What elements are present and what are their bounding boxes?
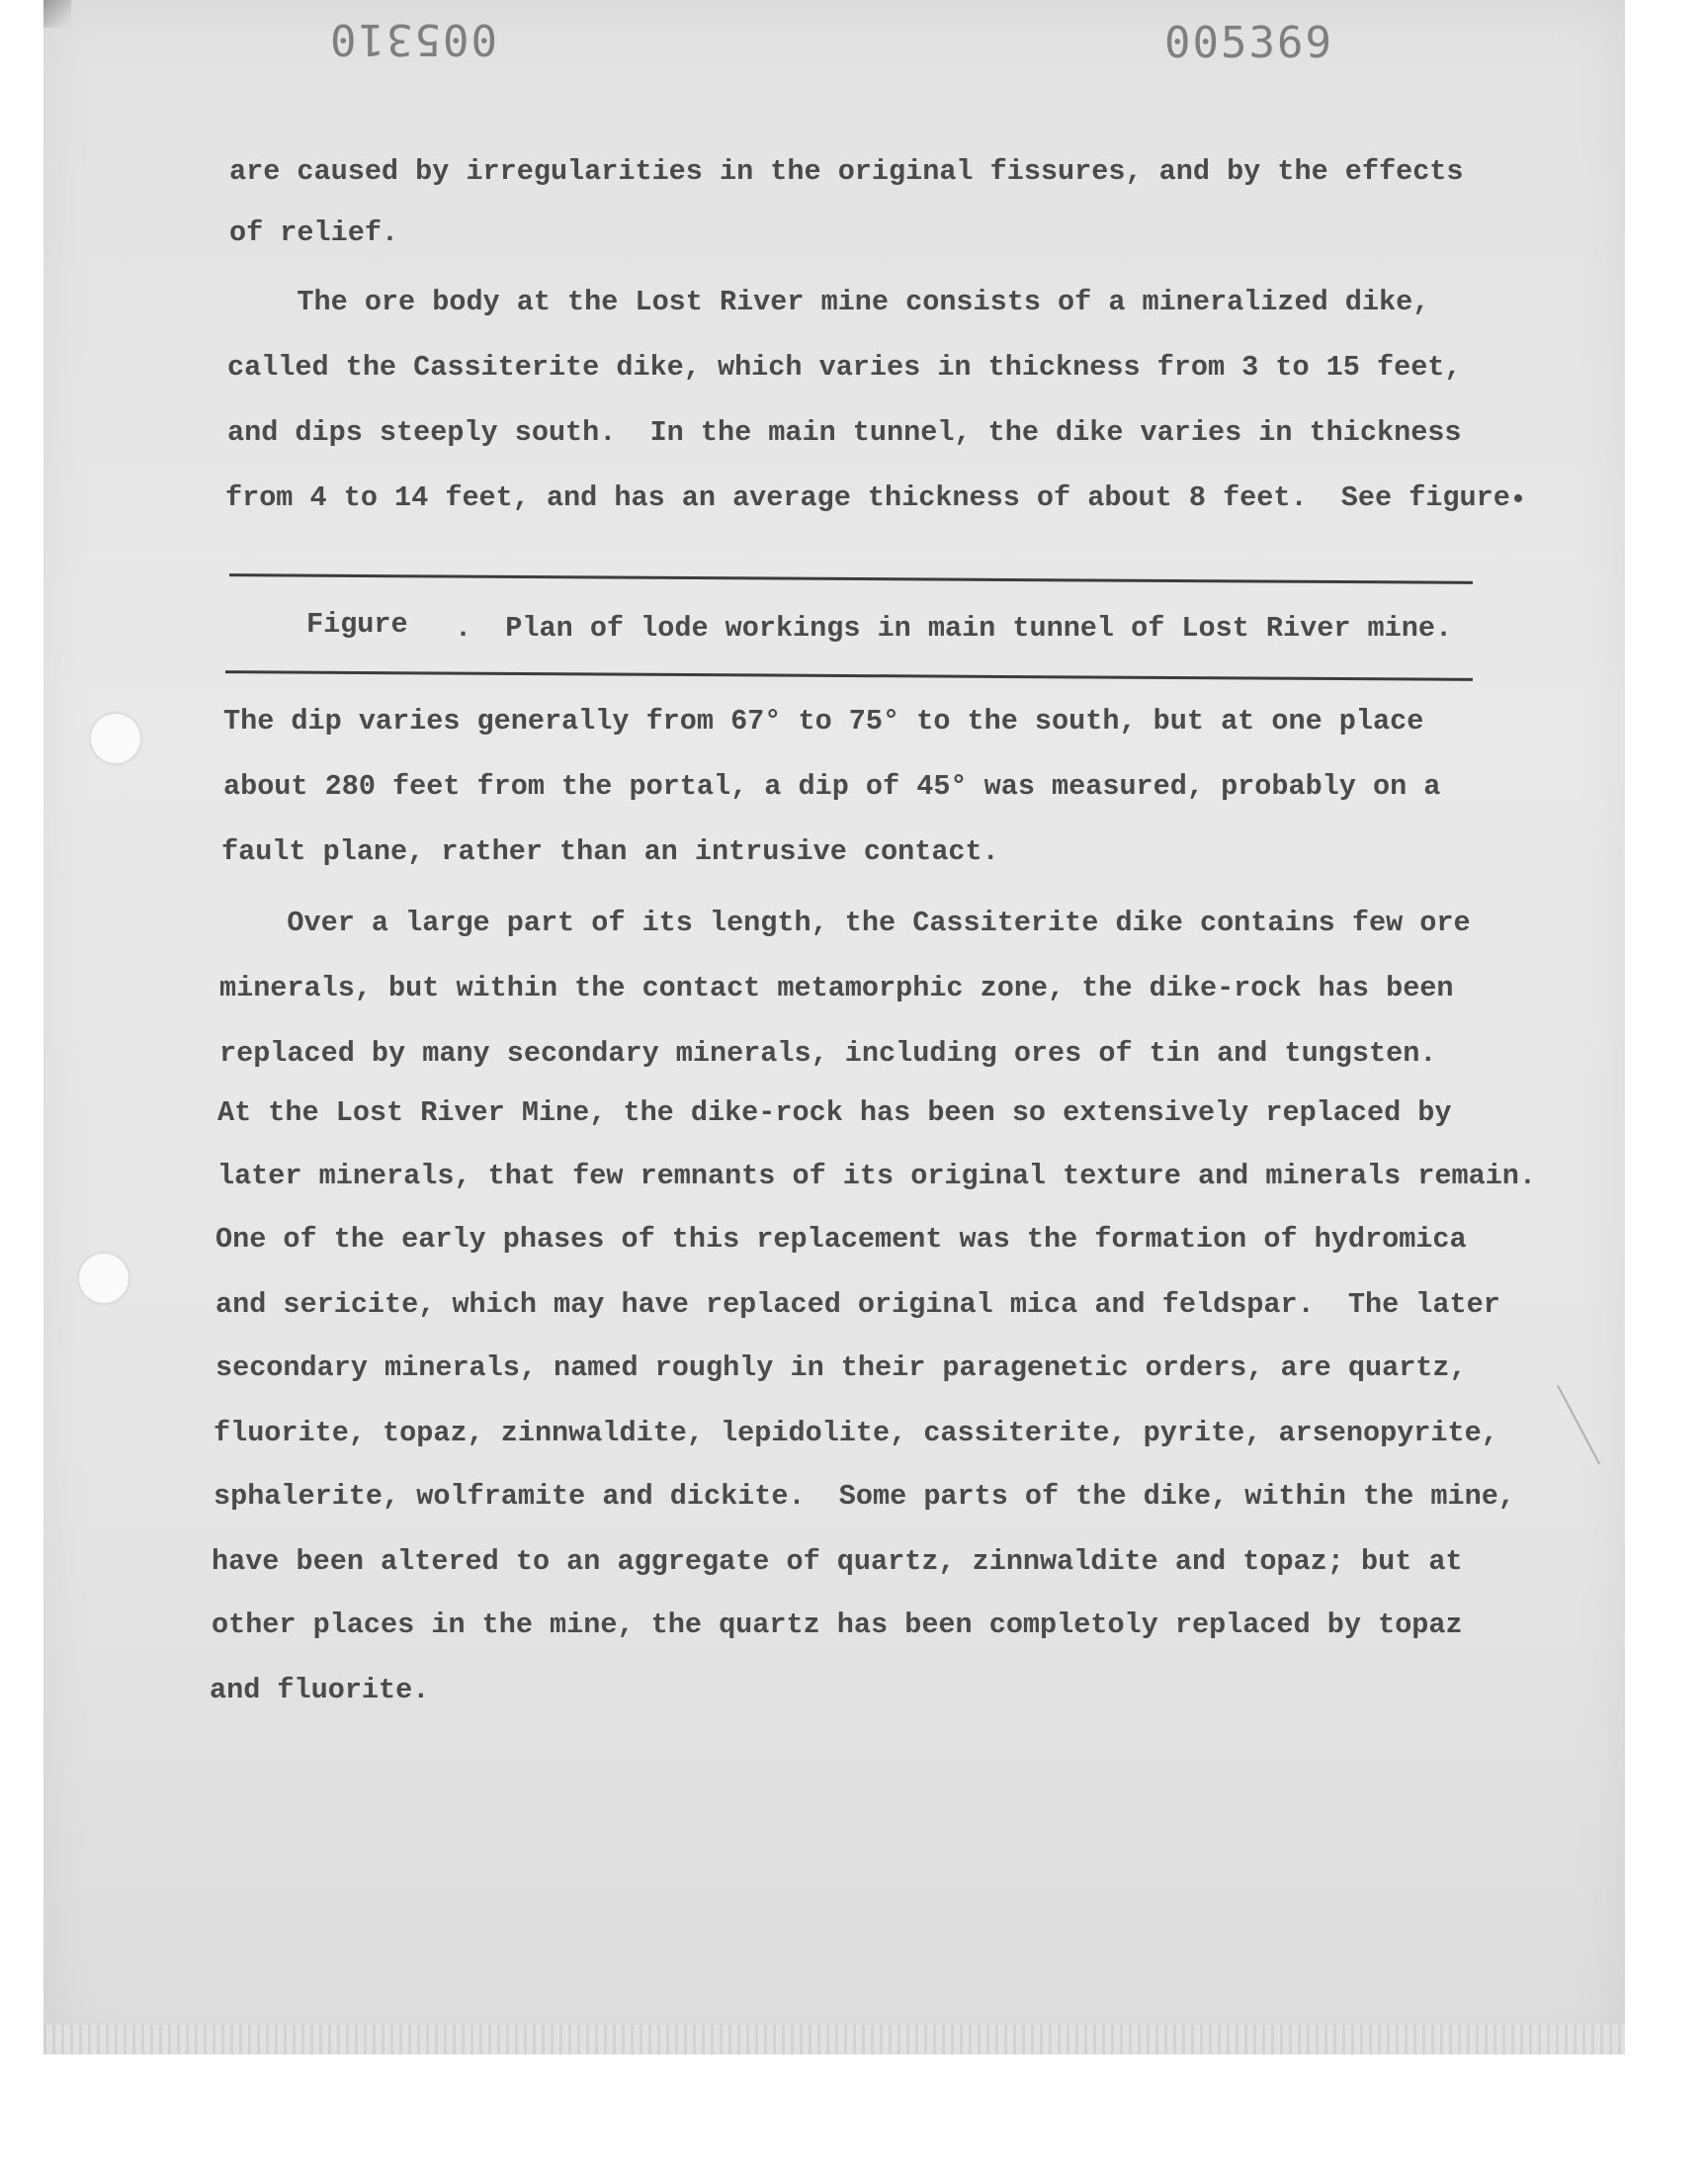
punch-hole-upper	[91, 714, 140, 763]
text-line: The ore body at the Lost River mine consists of a mineralized dike,	[229, 286, 1430, 318]
text-line: later minerals, that few remnants of its original texture and minerals remain.	[217, 1160, 1537, 1192]
text-line: about 280 feet from the portal, a dip of 45° was measured, probably on a	[223, 770, 1441, 803]
text-line: replaced by many secondary minerals, including ores of tin and tungsten.	[219, 1037, 1437, 1070]
text-line: are caused by irregularities in the original fissures, and by the effects	[229, 155, 1464, 188]
text-line: secondary minerals, named roughly in their paragenetic orders, are quartz,	[215, 1351, 1467, 1384]
text-line: One of the early phases of this replacement was the formation of hydromica	[215, 1223, 1467, 1256]
text-line: fault plane, rather than an intrusive contact.	[221, 835, 999, 868]
punch-hole-lower	[79, 1254, 128, 1303]
figure-caption-label: Figure	[306, 608, 408, 641]
text-line: and sericite, which may have replaced original mica and feldspar. The later	[215, 1288, 1500, 1321]
text-line: At the Lost River Mine, the dike-rock has been so extensively replaced by	[217, 1096, 1452, 1129]
text-line: Over a large part of its length, the Cassiterite dike contains few ore	[219, 907, 1471, 939]
text-line: of relief.	[229, 217, 399, 249]
text-line: other places in the mine, the quartz has been completoly replaced by topaz	[212, 1609, 1463, 1641]
text-line: The dip varies generally from 67° to 75° to the south, but at one place	[223, 705, 1424, 738]
page-stamp-right: 005369	[1164, 18, 1333, 68]
text-line: minerals, but within the contact metamorphic zone, the dike-rock has been	[219, 972, 1454, 1004]
text-line: sphalerite, wolframite and dickite. Some parts of the dike, within the mine,	[214, 1480, 1515, 1513]
page-stamp-left: 005310	[328, 14, 497, 64]
text-line: and dips steeply south. In the main tunnel, the dike varies in thickness	[227, 416, 1462, 449]
text-line: and fluorite.	[210, 1674, 430, 1706]
page-corner-shadow	[43, 0, 71, 28]
scan-edge-streak	[43, 2025, 1625, 2054]
figure-caption-text: . Plan of lode workings in main tunnel of Lost River mine.	[455, 612, 1453, 645]
text-line: fluorite, topaz, zinnwaldite, lepidolite, cassiterite, pyrite, arsenopyrite,	[214, 1417, 1498, 1449]
text-line: called the Cassiterite dike, which varies in thickness from 3 to 15 feet,	[227, 351, 1462, 384]
trailing-period-mark	[1514, 494, 1522, 502]
text-line: from 4 to 14 feet, and has an average thickness of about 8 feet. See figure	[225, 481, 1510, 514]
text-line: have been altered to an aggregate of quartz, zinnwaldite and topaz; but at	[212, 1545, 1463, 1578]
